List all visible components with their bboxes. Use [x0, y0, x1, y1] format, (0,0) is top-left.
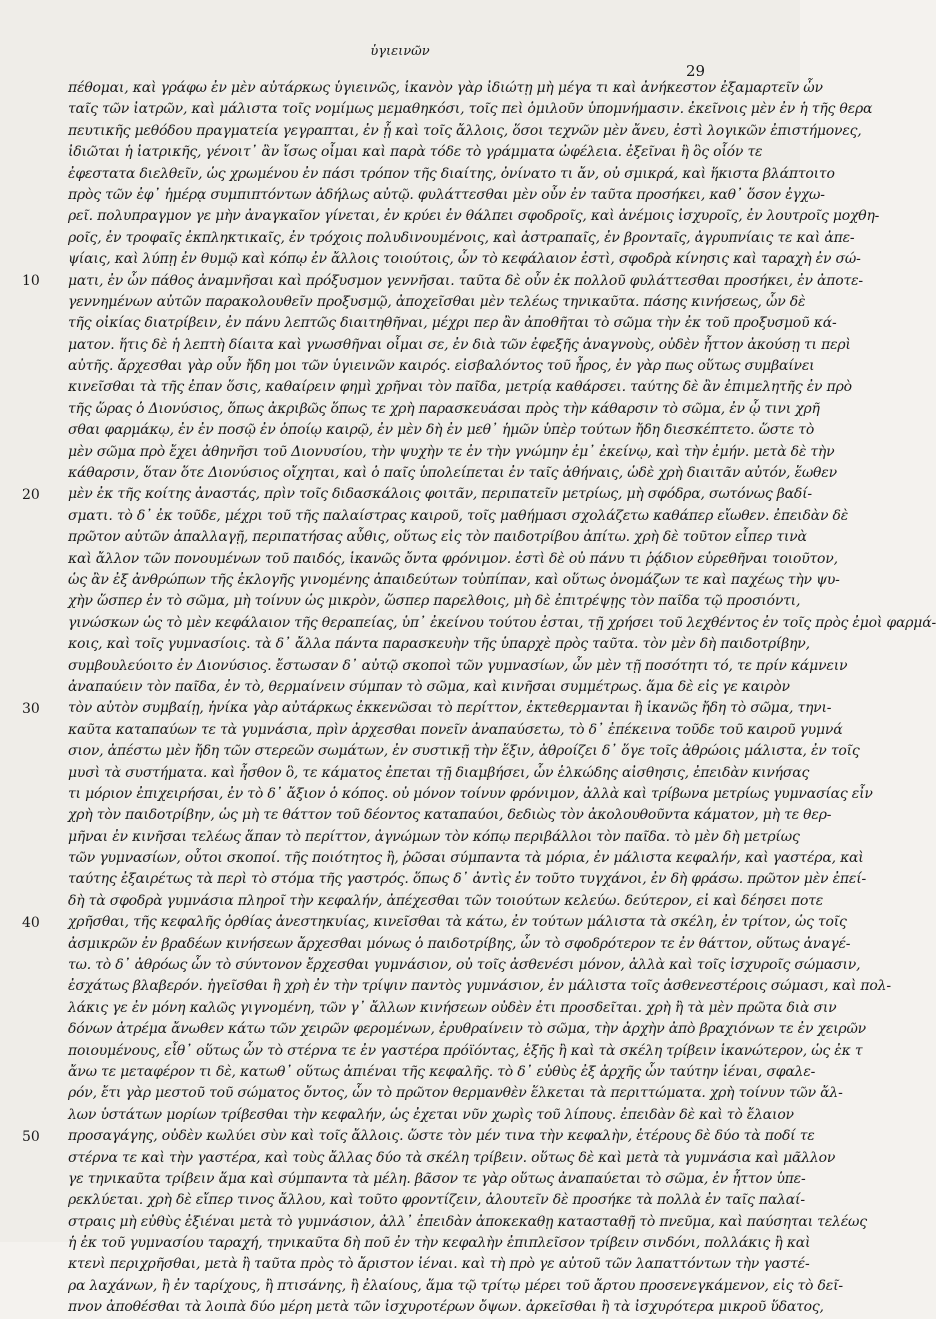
text-line: σματι. τὸ δ᾽ ἐκ τοῦδε, μέχρι τοῦ τῆς παλαίστρας καιροῦ, τοῖς μαθήμασι σχολάζετω καθάπερ εἴωθεν. ἐπειδὰν δὲ: [68, 507, 849, 524]
text-line: ρεῖ. πολυπραγμον γε μὴν ἀναγκαῖον γίνεται, ἐν κρύει ἐν θάλπει σφοδροῖς, καὶ ἀνέμοις ἰσχυροῖς, ἐν λουτροῖς μοχθη-: [68, 208, 880, 225]
text-line: ρόν, ἔτι γὰρ μεστοῦ τοῦ σώματος ὄντος, ὧν τὸ πρῶτον θερμανθὲν ἕλκεται τὰ περιττώματα. χρὴ τοίνυν τῶν ἄλ-: [68, 1085, 843, 1102]
text-line: ματι, ἐν ὧν πάθος ἀναμνῆσαι καὶ πρόξυσμον γεννῆσαι. ταῦτα δὲ οὖν ἐκ πολλοῦ φυλάττεσθαι προσήκει, ἐν ἀποτε-: [68, 272, 863, 289]
text-line: χὴν ὥσπερ ἐν τὸ σῶμα, μὴ τοίνυν ὡς μικρὸν, ὥσπερ παρελθοις, μὴ δὲ ἐπιτρέψῃς τὸν παῖδα τῷ προσιόντι,: [68, 593, 801, 610]
text-line: πρῶτον αὐτῶν ἀπαλλαγῇ, περιπατήσας αὖθις, οὕτως εἰς τὸν παιδοτρίβου ἀπίτω. χρὴ δὲ τοῦτον εἶπερ τινὰ: [68, 529, 807, 546]
page-number: 29: [686, 62, 706, 80]
text-line: ἐφεστατα διελθεῖν, ὡς χρωμένου ἐν πάσι τρόπον τῆς διαίτης, ὀνίνατο τι ἄν, οὐ σμικρά, καὶ ἥκιστα βλάπτοιτο: [68, 165, 835, 182]
running-head: ὑγιεινῶν: [370, 44, 430, 59]
text-line: πρὸς τῶν ἐφ᾽ ἡμέρᾳ συμπιπτόντων ἀδήλως αὐτῷ. φυλάττεσθαι μὲν οὖν ἐν ταῦτα προσήκει, καθ᾽ ὅσον ἐγχω-: [68, 186, 825, 203]
text-line: ὡς ἂν ἐξ ἀνθρώπων τῆς ἐκλογῆς γινομένης ἀπαιδεύτων τοὐπίπαν, καὶ οὕτως ὀνομάζων τε καὶ παχέως τὴν ψυ-: [68, 571, 840, 588]
text-line: γεννημένων αὐτῶν παρακολουθεῖν προξυσμῷ, ἀποχεῖσθαι μὲν τελέως τηνικαῦτα. πάσης κινήσεως, ὧν δὲ: [68, 293, 806, 310]
text-line: μὲν ἐκ τῆς κοίτης ἀναστάς, πρὶν τοῖς διδασκάλοις φοιτᾶν, περιπατεῖν μετρίως, μὴ σφόδρα, σωτόνως βαδί-: [68, 486, 812, 503]
text-line: ἄνω τε μεταφέρον τι δὲ, κατωθ᾽ οὕτως ἀπιέναι τῆς κεφαλῆς. τὸ δ᾽ εὐθὺς ἐξ ἀρχῆς ὧν ταύτην ἰέναι, σφαλε-: [68, 1063, 816, 1080]
margin-line-number: 50: [22, 1128, 40, 1145]
text-line: ρεκλύεται. χρὴ δὲ εἴπερ τινος ἄλλου, καὶ τοῦτο φροντίζειν, ἀλουτεῖν δὲ προσήκε τὰ πολλὰ ἐν ταῖς παλαί-: [68, 1192, 805, 1209]
text-line: κάθαρσιν, ὅταν ὅτε Διονύσιος οἴχηται, καὶ ὁ παῖς ὑπολείπεται ἐν ταῖς ἀθήναις, ὡδὲ χρὴ διαιτᾶν αὐτόν, ἕωθεν: [68, 465, 837, 482]
text-line: ρα λαχάνων, ἢ ἐν ταρίχους, ἢ πτισάνης, ἢ ἐλαίους, ἅμα τῷ τρίτῳ μέρει τοῦ ἄρτου προσενεγκάμενον, εἰς τὸ δεῖ-: [68, 1277, 843, 1294]
margin-line-number: 40: [22, 914, 40, 931]
text-line: ροῖς, ἐν τροφαῖς ἐκπληκτικαῖς, ἐν τρόχοις πολυδινουμένοις, καὶ ἀστραπαῖς, ἐν βρονταῖς, ἀγρυπνίαις τε καὶ ἀπε-: [68, 229, 855, 246]
margin-line-number: 10: [22, 272, 40, 289]
text-line: κινεῖσθαι τὰ τῆς ἐπαν ὅσις, καθαίρειν φημὶ χρῆναι τὸν παῖδα, μετρίᾳ καθάρσει. ταύτης δὲ ἂν ἐπιμελητῆς ἐν πρὸ: [68, 379, 852, 396]
text-line: στέρνα τε καὶ τὴν γαστέρα, καὶ τοὺς ἄλλας δύο τὰ σκέλη τρίβειν. οὕτως δὲ καὶ μετὰ τὰ γυμνάσια καὶ μᾶλλον: [68, 1149, 836, 1166]
text-line: λάκις γε ἐν μόνη καλῶς γιγνομένη, τῶν γ᾽ ἄλλων κινήσεων οὐδὲν ἐτι προσδεῖται. χρὴ ἢ τὰ μὲν πρῶτα διὰ σιν: [68, 999, 837, 1016]
text-line: τῶν γυμνασίων, οὗτοι σκοποί. τῆς ποιότητος ἢ, ῥῶσαι σύμπαντα τὰ μόρια, ἐν μάλιστα κεφαλήν, καὶ γαστέρα, καὶ: [68, 850, 864, 867]
text-line: ἡ ἐκ τοῦ γυμνασίου ταραχή, τηνικαῦτα δὴ ποῦ ἐν τὴν κεφαλὴν ἐπιπλεῖσον τρίβειν σινδόνι, πολλάκις ἢ καὶ: [68, 1235, 811, 1252]
text-line: μὲν σῶμα πρὸ ἔχει ἀθηνῆσι τοῦ Διονυσίου, τὴν ψυχὴν τε ἐν τὴν γνώμην ἐμ᾽ ἐκείνῳ, καὶ τὴν ἐμήν. μετὰ δὲ τὴν: [68, 443, 835, 460]
margin-line-number: 20: [22, 486, 40, 503]
text-line: τῆς οἰκίας διατρίβειν, ἐν πάνυ λεπτῶς διαιτηθῆναι, μέχρι περ ἂν ἀποθῆται τὸ σῶμα τὴν ἐκ τοῦ προξυσμοῦ κά-: [68, 315, 837, 332]
text-line: σθαι φαρμάκῳ, ἐν ἐν ποσῷ ἐν ὁποίῳ καιρῷ, ἐν μὲν δὴ ἐν μεθ᾽ ἡμῶν ὑπὲρ τούτων ἤδη διεσκέπτετο. ὥστε τὸ: [68, 422, 815, 439]
text-line: πνον ἀποθέσθαι τὰ λοιπὰ δύο μέρη μετὰ τῶν ἰσχυροτέρων ὄψων. ἀρκεῖσθαι ἢ τὰ ἰσχυρότερα μικροῦ ὕδατος,: [68, 1299, 824, 1316]
text-line: λων ὑστάτων μορίων τρίβεσθαι τὴν κεφαλήν, ὡς ἐχεται νῦν χωρὶς τοῦ λίπους. ἐπειδὰν δὲ καὶ τὸ ἔλαιον: [68, 1106, 794, 1123]
text-line: ψίαις, καὶ λύπῃ ἐν θυμῷ καὶ κόπῳ ἐν ἄλλοις τοιούτοις, ὧν τὸ κεφάλαιον ἐστὶ, σφοδρὰ κίνησις καὶ ταραχὴ ἐν σώ-: [68, 251, 861, 268]
text-line: χρῆσθαι, τῆς κεφαλῆς ὀρθίας ἀνεστηκυίας, κινεῖσθαι τὰ κάτω, ἐν τούτων μάλιστα τὰ σκέλη, ἐν τρίτον, ὡς τοῖς: [68, 914, 847, 931]
text-line: σιον, ἀπέστω μὲν ἤδη τῶν στερεῶν σωμάτων, ἐν συστικῇ τὴν ἕξιν, ἀθροίζει δ᾽ ὅγε τοῖς ἀθρώοις μάλιστα, ἐν τοῖς: [68, 743, 860, 760]
text-line: χρὴ τὸν παιδοτρίβην, ὡς μὴ τε θάττον τοῦ δέοντος καταπαύοι, δεδιὼς τὸν ἀκολουθοῦντα κάματον, μὴ τε θερ-: [68, 807, 832, 824]
text-line: ταύτης ἐξαιρέτως τὰ περὶ τὸ στόμα τῆς γαστρός. ὅπως δ᾽ ἀντὶς ἐν τοῦτο τυγχάνοι, ἐν δὴ φράσω. πρῶτον μὲν ἐπεί-: [68, 871, 867, 888]
margin-line-number: 30: [22, 700, 40, 717]
text-line: τω. τὸ δ᾽ ἀθρόως ὧν τὸ σύντονον ἔρχεσθαι γυμνάσιον, οὐ τοῖς ἀσθενέσι μόνον, ἀλλὰ καὶ τοῖς ἰσχυροῖς σώμασιν,: [68, 957, 861, 974]
text-line: κοις, καὶ τοῖς γυμνασίοις. τὰ δ᾽ ἄλλα πάντα παρασκευὴν τῆς ὑπαρχὲ πρὸς ταῦτα. τὸν μὲν δὴ παιδοτρίβην,: [68, 636, 810, 653]
text-line: γινώσκων ὡς τὸ μὲν κεφάλαιον τῆς θεραπείας, ὑπ᾽ ἐκείνου τούτου ἐσται, τῇ χρήσει τοῦ λεχθέντος ἐν τοῖς πρὸς ἐμοὶ φαρμά-: [68, 614, 936, 631]
text-line: γε τηνικαῦτα τρίβειν ἅμα καὶ σύμπαντα τὰ μέλη. βᾶσον τε γὰρ οὕτως ἀναπαύεται τὸ σῶμα, ἐν ἧττον ὑπε-: [68, 1170, 806, 1187]
text-line: ταῖς τῶν ἰατρῶν, καὶ μάλιστα τοῖς νομίμως μεμαθηκόσι, τοῖς πεὶ ὁμιλοῦν ὑπομνήμασιν. ἐκεῖνοις μὲν ἐν ἡ τῆς θερα: [68, 101, 873, 118]
text-line: δὴ τὰ σφοδρὰ γυμνάσια πληροῖ τὴν κεφαλήν, ἀπέχεσθαι τῶν τοιούτων κελεύω. δεύτερον, εἰ καὶ δέησει ποτε: [68, 892, 824, 909]
text-line: αὐτῆς. ἄρχεσθαι γὰρ οὖν ἤδη μοι τῶν ὑγιεινῶν καιρός. εἰσβαλόντος τοῦ ἦρος, ἐν γὰρ πως οὕτως συμβαίνει: [68, 358, 815, 375]
text-line: κτενὶ περιχρῆσθαι, μετὰ ἢ ταῦτα πρὸς τὸ ἄριστον ἰέναι. καὶ τὴ πρὸ γε αὐτοῦ τῶν λαπαττόντων τὴν γαστέ-: [68, 1256, 810, 1273]
text-line: μυσὶ τὰ συστήματα. καὶ ἦσθον ὃ, τε κάματος ἐπεται τῇ διαμβήσει, ὧν ἑλκώδης αἰσθησις, ἐπειδὰν κινήσας: [68, 764, 810, 781]
text-line: καῦτα καταπαύων τε τὰ γυμνάσια, πρὶν ἀρχεσθαι πονεῖν ἀναπαύσετω, τὸ δ᾽ ἐπέκεινα τοῦδε τοῦ καιροῦ γυμνά: [68, 721, 843, 738]
text-line: στραις μὴ εὐθὺς ἐξιέναι μετὰ τὸ γυμνάσιον, ἀλλ᾽ ἐπειδὰν ἀποκεκαθῃ κατασταθῇ τὸ πνεῦμα, καὶ παύσηται τελέως: [68, 1213, 867, 1230]
text-line: ἰδιῶται ἡ ἰατρικῆς, γένοιτ᾽ ἂν ἴσως οἶμαι καὶ παρὰ τόδε τὸ γράμματα ὠφέλεια. ἐξεῖναι ἢ ὃς οἷόν τε: [68, 144, 763, 161]
text-line: ἀναπαύειν τὸν παῖδα, ἐν τὸ, θερμαίνειν σύμπαν τὸ σῶμα, καὶ κινῆσαι συμμέτρως. ἅμα δὲ εἰς γε καιρὸν: [68, 678, 790, 695]
text-line: τι μόριον ἐπιχειρήσαι, ἐν τὸ δ᾽ ἄξιον ὁ κόπος. οὐ μόνον τοίνυν φρόνιμον, ἀλλὰ καὶ τρίβωνα μετρίως γυμνασίας εἶν: [68, 785, 873, 802]
text-line: τὸν αὐτὸν συμβαίῃ, ἡνίκα γὰρ αὐτάρκως ἐκκενῶσαι τὸ περίττον, ἐκτεθερμανται ἢ ἱκανῶς ἤδη τὸ σῶμα, τηνι-: [68, 700, 832, 717]
text-line: μῆναι ἐν κινῆσαι τελέως ἅπαν τὸ περίττον, ἀγνώμων τὸν κόπῳ περιβάλλοι τὸν παῖδα. τὸ μὲν δὴ μετρίως: [68, 828, 800, 845]
text-line: ἐσχάτως βλαβερόν. ἠγεῖσθαι ἢ χρὴ ἐν τὴν τρίψιν παντὸς γυμνάσιον, ἐν μάλιστα τοῖς ἀσθενεστέροις σώμασι, καὶ πολ-: [68, 978, 891, 995]
text-line: καὶ ἄλλον τῶν πονουμένων τοῦ παιδός, ἱκανῶς ὄντα φρόνιμον. ἐστὶ δὲ οὐ πάνυ τι ῥᾴδιον εὑρεθῆναι τοιοῦτον,: [68, 550, 838, 567]
text-line: δόνων ἀτρέμα ἄνωθεν κάτω τῶν χειρῶν φερομένων, ἐρυθραίνειν τὸ σῶμα, τὴν ἀρχὴν ἀπὸ βραχιόνων τε ἐν χειρῶν: [68, 1021, 866, 1038]
text-block: [68, 78, 936, 1319]
text-line: συμβουλεύοιτο ἐν Διονύσιος. ἔστωσαν δ᾽ αὐτῷ σκοποὶ τῶν γυμνασίων, ὧν μὲν τῇ ποσότητι τό, τε πρίν κάμνειν: [68, 657, 848, 674]
text-line: πέθομαι, καὶ γράφω ἐν μὲν αὐτάρκως ὑγιεινῶς, ἱκανὸν γὰρ ἰδιώτῃ μὴ μέγα τι καὶ ἀνήκεστον ἐξαμαρτεῖν ὧν: [68, 80, 823, 96]
text-line: τῆς ὥρας ὁ Διονύσιος, ὅπως ἀκριβῶς ὅπως τε χρὴ παρασκευάσαι πρὸς τὴν κάθαρσιν τὸ σῶμα, ἐν ᾧ τινι χρῆ: [68, 400, 820, 417]
text-line: πευτικῆς μεθόδου πραγματεία γεγραπται, ἐν ᾗ καὶ τοῖς ἄλλοις, ὅσοι τεχνῶν μὲν ἄνευ, ἐστὶ λογικῶν ἐπιστήμονες,: [68, 122, 862, 139]
text-line: ποιουμένους, εἶθ᾽ οὕτως ὧν τὸ στέρνα τε ἐν γαστέρα πρόϊόντας, ἑξῆς ἢ καὶ τὰ σκέλη τρίβειν ἱκανώτερον, ὡς ἐκ τ: [68, 1042, 863, 1059]
text-line: προσαγάγης, οὐδὲν κωλύει σὺν καὶ τοῖς ἄλλοις. ὥστε τὸν μέν τινα τὴν κεφαλὴν, ἑτέρους δὲ δύο τὰ ποδί τε: [68, 1128, 815, 1145]
text-line: ἀσμικρῶν ἐν βραδέων κινήσεων ἄρχεσθαι μόνως ὁ παιδοτρίβης, ὧν τὸ σφοδρότερον τε ἐν θάττον, οὕτως ἀναγέ-: [68, 935, 851, 952]
text-line: ματον. ἥτις δὲ ἡ λεπτὴ δίαιτα καὶ γνωσθῆναι οἶμαι σε, ἐν διὰ τῶν ἐφεξῆς ἀναγνοὺς, οὐδὲν ἧττον ἀκούσῃ τι περὶ: [68, 336, 851, 353]
